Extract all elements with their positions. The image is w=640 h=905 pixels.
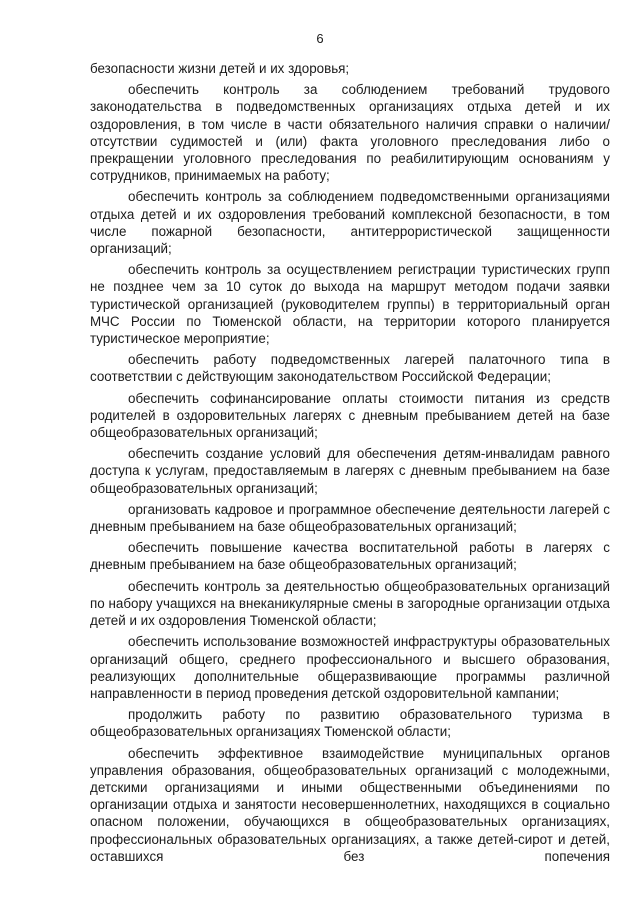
paragraph-4: обеспечить контроль за осуществлением регистрации туристических групп не позднее чем за 10 суток до выхода на маршрут методом подачи заявки туристической организацией (руководителем группы) в территориальный орган МЧС России по Тюменской области, на территории которого планируется туристическое мероприятие; (90, 262, 610, 347)
paragraph-2: обеспечить контроль за соблюдением требований трудового законодательства в подведомственных организациях отдыха детей и их оздоровления, в том числе в части обязательного наличия справки о наличии/отсутствии судимостей и (или) факта уголовного преследования либо о прекращении уголовного преследования по реабилитирующим основаниям у сотрудников, принимаемых на работу; (90, 82, 610, 184)
paragraph-7: обеспечить создание условий для обеспечения детям-инвалидам равного доступа к услугам, предоставляемым в лагерях с дневным пребыванием на базе общеобразовательных организаций; (90, 446, 610, 496)
paragraph-8: организовать кадровое и программное обеспечение деятельности лагерей с дневным пребыванием на базе общеобразовательных организаций; (90, 501, 610, 535)
paragraph-1: безопасности жизни детей и их здоровья; (90, 61, 350, 76)
paragraph-10: обеспечить контроль за деятельностью общеобразовательных организаций по набору учащихся на внеканикулярные смены в загородные организации отдыха детей и их оздоровления Тюменской области; (90, 578, 610, 629)
paragraph-9: обеспечить повышение качества воспитательной работы в лагерях с дневным пребыванием на базе общеобразовательных организаций; (90, 540, 610, 573)
document-body (90, 60, 610, 869)
paragraph-12: продолжить работу по развитию образовательного туризма в общеобразовательных организациях Тюменской области; (90, 707, 610, 740)
paragraph-13: обеспечить эффективное взаимодействие муниципальных органов управления образования, общеобразовательных организаций с молодежными, детскими организациями и иными общественными объединениями по организации отдыха и занятости несовершеннолетних, находящихся в социально опасном положении, обучающихся в общеобразовательных организациях, профессиональных образовательных организациях, а также детей-сирот и детей, оставшихся без попечения (90, 745, 610, 864)
page-number: 6 (316, 31, 324, 46)
paragraph-6: обеспечить софинансирование оплаты стоимости питания из средств родителей в оздоровительных лагерях с дневным пребыванием детей на базе общеобразовательных организаций; (90, 390, 610, 441)
paragraph-3: обеспечить контроль за соблюдением подведомственными организациями отдыха детей и их оздоровления требований комплексной безопасности, в том числе пожарной безопасности, антитеррористической защищенности организаций; (90, 189, 610, 257)
paragraph-5: обеспечить работу подведомственных лагерей палаточного типа в соответствии с действующим законодательством Российской Федерации; (90, 352, 610, 385)
paragraph-11: обеспечить использование возможностей инфраструктуры образовательных организаций общего, среднего профессионального и высшего образования, реализующих дополнительные общеразвивающие программы различной направленности в период проведения детской оздоровительной кампании; (90, 634, 610, 701)
